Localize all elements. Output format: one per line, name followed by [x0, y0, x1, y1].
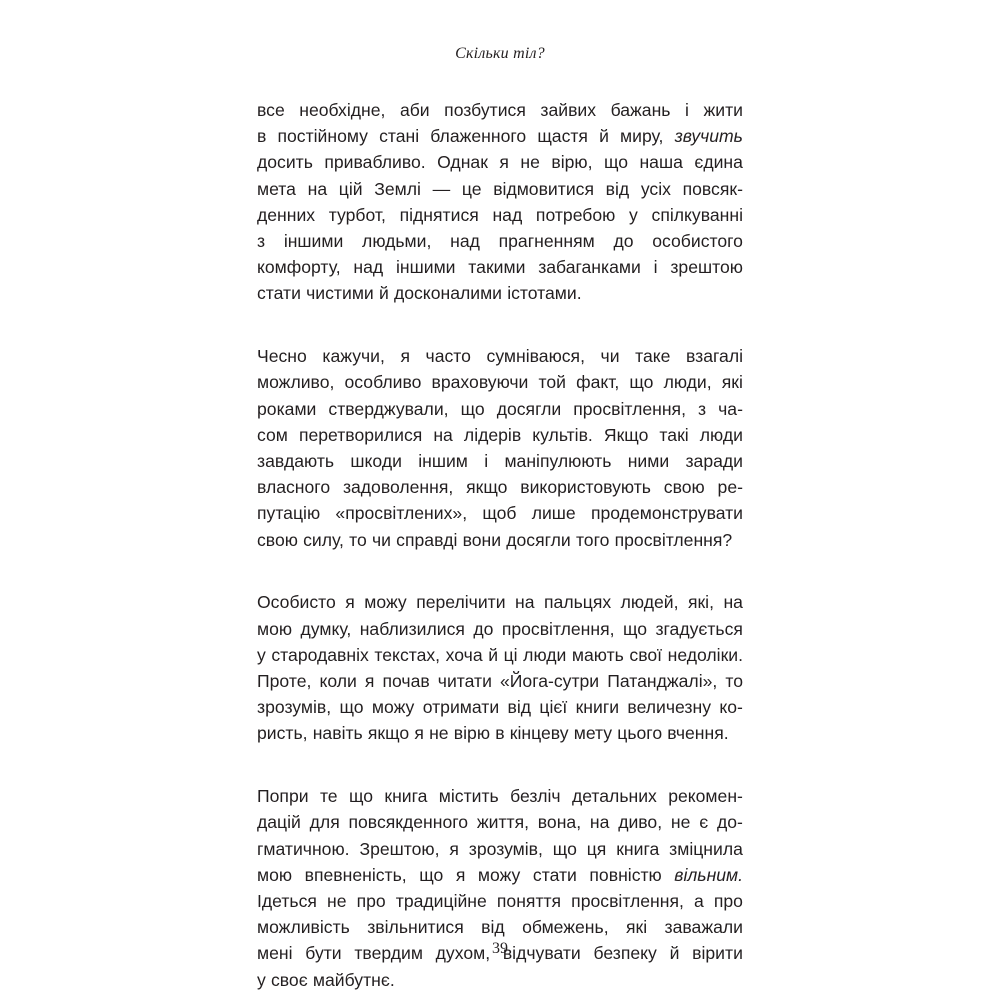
word: сом: [257, 424, 288, 445]
paragraph: [257, 97, 743, 307]
text-line: [257, 202, 743, 228]
word: наша: [639, 152, 683, 173]
word: таке: [635, 346, 671, 367]
word: рекомен-: [668, 786, 743, 807]
word: людей,: [620, 592, 679, 613]
word: заради: [685, 450, 743, 471]
word: такими: [468, 257, 526, 278]
word: комфорту,: [257, 257, 341, 278]
word: силу,: [303, 529, 344, 550]
word: книги: [575, 697, 620, 718]
word: а: [693, 890, 704, 911]
word: щоб: [482, 503, 517, 524]
word: й: [669, 943, 680, 964]
word: взагалі: [686, 346, 743, 367]
word: читати: [437, 670, 492, 691]
word: величезну: [627, 697, 712, 718]
word: мені: [257, 943, 293, 964]
word: можу: [364, 592, 407, 613]
word: сумніваюся,: [486, 346, 585, 367]
word: блаженного: [430, 126, 527, 147]
word: ці: [503, 644, 518, 665]
word: чи: [371, 529, 391, 550]
text-line: [257, 228, 743, 254]
word: отримати: [422, 697, 500, 718]
word: є: [699, 812, 709, 833]
text-line: [257, 836, 743, 862]
word: враховуючи: [431, 372, 529, 393]
text-line: [257, 668, 743, 694]
text-line: [257, 888, 743, 914]
word: майбутнє.: [312, 969, 395, 990]
word: особистого: [652, 230, 743, 251]
word: мою: [257, 864, 293, 885]
word: іншими: [396, 257, 456, 278]
word: що: [348, 786, 374, 807]
word: своє: [270, 969, 308, 990]
word: Ідеться: [257, 890, 317, 911]
text-line: [257, 809, 743, 835]
word: дацій: [257, 812, 301, 833]
word: повсяк-: [682, 178, 743, 199]
word: з: [698, 398, 707, 419]
word: денних: [257, 204, 316, 225]
word: можливість: [257, 917, 350, 938]
word: то: [349, 529, 367, 550]
text-line: [257, 642, 743, 668]
word: наблизилися: [359, 618, 465, 639]
word: ре-: [717, 477, 743, 498]
word: просвітлення?: [614, 529, 733, 550]
word: над: [353, 257, 384, 278]
word: для: [309, 812, 340, 833]
word: істотами.: [507, 283, 582, 304]
word: шкоди: [350, 450, 402, 471]
word: можливо,: [257, 372, 335, 393]
word: до-: [716, 812, 743, 833]
text-line: [257, 862, 743, 888]
word: й: [378, 283, 389, 304]
italic-word: звучить: [674, 126, 743, 147]
word: Попри: [257, 786, 309, 807]
word: впевненість,: [304, 864, 407, 885]
word: це: [461, 178, 482, 199]
word: продемонструвати: [590, 503, 743, 524]
word: від: [507, 697, 532, 718]
word: повсякденного: [348, 812, 469, 833]
word: путацію: [257, 503, 321, 524]
word: від: [605, 178, 630, 199]
word: можу: [371, 697, 415, 718]
word: про: [713, 890, 743, 911]
word: я: [455, 864, 466, 885]
word: —: [432, 178, 451, 199]
word: свої: [629, 644, 663, 665]
word: безліч: [510, 786, 561, 807]
word: у: [629, 204, 638, 225]
word: позбутися: [444, 100, 526, 120]
word: не: [670, 812, 691, 833]
word: на: [433, 424, 453, 445]
word: до: [473, 618, 494, 639]
word: Зрештою,: [359, 838, 440, 859]
word: досягли: [496, 398, 562, 419]
text-line: [257, 448, 743, 474]
word: пальцях: [544, 592, 612, 613]
word: я: [414, 723, 424, 744]
word: ча-: [718, 398, 743, 419]
word: від: [481, 917, 505, 938]
word: на: [515, 592, 535, 613]
word: досконалими: [393, 283, 502, 304]
word: жити: [703, 100, 743, 120]
word: що: [460, 398, 485, 419]
body-text: [257, 97, 743, 993]
text-line: [257, 914, 743, 940]
word: бути: [305, 943, 342, 964]
word: факт,: [576, 372, 620, 393]
word: що: [552, 838, 577, 859]
word: щастя: [537, 126, 588, 147]
word: людьми,: [362, 230, 432, 251]
word: що: [629, 372, 654, 393]
word: Патанджалі»,: [607, 670, 718, 691]
word: Чесно: [257, 346, 307, 367]
word: досягли: [506, 529, 571, 550]
word: свою: [257, 529, 298, 550]
word: зрозумів,: [468, 838, 543, 859]
word: кажучи,: [322, 346, 385, 367]
word: мою: [257, 618, 293, 639]
word: стародавніх: [271, 644, 369, 665]
word: книга: [384, 786, 428, 807]
word: турбот,: [328, 204, 386, 225]
text-line: [257, 97, 743, 123]
word: текстах,: [374, 644, 441, 665]
word: люди,: [663, 372, 712, 393]
word: вірю: [453, 723, 491, 744]
text-line: [257, 123, 743, 149]
word: люди: [699, 424, 743, 445]
word: чи: [600, 346, 620, 367]
word: я: [449, 838, 459, 859]
word: детальних: [571, 786, 657, 807]
word: зайвих: [540, 100, 597, 120]
word: задоволення,: [342, 477, 454, 498]
text-line: [257, 280, 743, 306]
word: досить: [257, 152, 313, 173]
word: твердим: [354, 943, 423, 964]
word: піднятися: [399, 204, 479, 225]
word: коли: [319, 670, 357, 691]
word: думку,: [300, 618, 352, 639]
word: вірити: [692, 943, 743, 964]
text-line: [257, 527, 743, 553]
word: обмежень,: [522, 917, 609, 938]
word: вчення.: [667, 723, 729, 744]
word: стати: [257, 283, 301, 304]
word: «Йога-сутри: [499, 670, 600, 691]
word: над: [450, 230, 480, 251]
word: чистими: [306, 283, 374, 304]
word: аби: [399, 100, 430, 120]
word: іншими: [283, 230, 344, 251]
text-line: [257, 149, 743, 175]
word: те: [319, 786, 338, 807]
word: Якщо: [603, 424, 649, 445]
word: і: [484, 450, 489, 471]
word: кінцеву: [509, 723, 569, 744]
paragraph: [257, 343, 743, 553]
italic-word: вільним.: [674, 864, 743, 885]
word: духом,: [435, 943, 491, 964]
word: й: [488, 644, 499, 665]
word: не: [520, 152, 540, 173]
text-line: [257, 616, 743, 642]
word: власного: [257, 477, 331, 498]
word: стати: [532, 864, 577, 885]
word: згадується: [655, 618, 743, 639]
word: я: [364, 670, 375, 691]
word: до: [613, 230, 634, 251]
word: такі: [659, 424, 689, 445]
word: я: [400, 346, 410, 367]
text-line: [257, 369, 743, 395]
word: я: [499, 152, 509, 173]
word: які,: [687, 592, 714, 613]
word: безпеку: [593, 943, 657, 964]
word: і: [653, 257, 658, 278]
text-line: [257, 422, 743, 448]
word: поняття: [496, 890, 562, 911]
word: просвітлення,: [571, 890, 684, 911]
word: Особисто: [257, 592, 336, 613]
word: на: [723, 592, 743, 613]
word: зміцнила: [669, 838, 743, 859]
word: завдають: [257, 450, 335, 471]
word: культів.: [532, 424, 593, 445]
word: потребою: [535, 204, 616, 225]
text-line: [257, 589, 743, 615]
word: містить: [438, 786, 499, 807]
word: стверджували,: [328, 398, 449, 419]
page-number: 39: [492, 940, 508, 957]
word: навіть: [312, 723, 363, 744]
word: справді: [396, 529, 458, 550]
word: особливо: [344, 372, 422, 393]
word: маніпулюють: [504, 450, 612, 471]
text-line: [257, 967, 743, 993]
word: що: [603, 152, 628, 173]
word: не: [326, 890, 347, 911]
word: мета: [257, 178, 296, 199]
word: бажань: [610, 100, 671, 120]
word: вони: [462, 529, 502, 550]
word: над: [492, 204, 523, 225]
word: життя,: [476, 812, 529, 833]
word: роками: [257, 398, 317, 419]
word: які: [721, 372, 743, 393]
word: мету: [573, 723, 613, 744]
word: у: [257, 969, 266, 990]
word: в: [495, 723, 505, 744]
word: у: [257, 644, 266, 665]
word: недоліки.: [667, 644, 743, 665]
paragraph: [257, 589, 743, 746]
word: спілкуванні: [651, 204, 743, 225]
word: той: [538, 372, 566, 393]
word: заважали: [664, 917, 743, 938]
word: гматичною.: [257, 838, 350, 859]
word: повністю: [589, 864, 662, 885]
word: звільнитися: [367, 917, 464, 938]
text-line: [257, 500, 743, 526]
text-line: [257, 474, 743, 500]
word: Землі: [374, 178, 421, 199]
word: просвітлення,: [573, 398, 686, 419]
word: використовують: [520, 477, 651, 498]
text-line: [257, 254, 743, 280]
text-line: [257, 396, 743, 422]
word: вірю,: [551, 152, 593, 173]
word: якщо: [466, 477, 508, 498]
word: цій: [338, 178, 363, 199]
text-line: [257, 694, 743, 720]
word: на: [307, 178, 328, 199]
text-line: [257, 343, 743, 369]
word: того: [575, 529, 610, 550]
word: я: [345, 592, 355, 613]
word: перелічити: [416, 592, 506, 613]
word: диво,: [618, 812, 663, 833]
word: перетворилися: [298, 424, 423, 445]
word: не: [429, 723, 449, 744]
word: усіх: [640, 178, 671, 199]
word: ристь,: [257, 723, 308, 744]
word: відмовитися: [493, 178, 594, 199]
word: «просвітлених»,: [335, 503, 468, 524]
word: хоча: [445, 644, 483, 665]
word: Однак: [437, 152, 488, 173]
word: цієї: [539, 697, 568, 718]
word: що: [419, 864, 444, 885]
word: єдина: [694, 152, 743, 173]
word: ними: [627, 450, 670, 471]
word: лише: [531, 503, 576, 524]
word: які: [625, 917, 648, 938]
word: відчувати: [502, 943, 581, 964]
word: мають: [571, 644, 624, 665]
word: необхідне,: [299, 100, 386, 120]
word: миру,: [620, 126, 664, 147]
word: й: [599, 126, 609, 147]
word: свою: [663, 477, 705, 498]
word: Проте,: [257, 670, 312, 691]
word: часто: [425, 346, 471, 367]
word: стані: [379, 126, 420, 147]
word: просвітлення,: [501, 618, 615, 639]
word: можу: [477, 864, 521, 885]
word: постійному: [277, 126, 368, 147]
word: зрештою: [670, 257, 743, 278]
text-line: [257, 720, 743, 746]
word: якщо: [367, 723, 410, 744]
word: традиційне: [395, 890, 487, 911]
word: на: [589, 812, 610, 833]
word: книга: [616, 838, 660, 859]
word: що: [622, 618, 648, 639]
word: люди: [523, 644, 567, 665]
word: з: [257, 230, 266, 251]
word: що: [339, 697, 364, 718]
word: лідерів: [463, 424, 522, 445]
word: зрозумів,: [257, 697, 332, 718]
word: ця: [586, 838, 607, 859]
word: забаганками: [538, 257, 641, 278]
word: в: [257, 126, 267, 147]
word: ко-: [719, 697, 743, 718]
word: почав: [382, 670, 430, 691]
word: все: [257, 100, 285, 120]
word: цього: [617, 723, 663, 744]
paragraph: [257, 783, 743, 993]
word: привабливо.: [324, 152, 426, 173]
word: то: [725, 670, 743, 691]
word: прагненням: [498, 230, 595, 251]
word: іншим: [418, 450, 468, 471]
word: і: [685, 100, 689, 120]
text-line: [257, 176, 743, 202]
text-line: [257, 783, 743, 809]
word: про: [356, 890, 386, 911]
word: вона,: [537, 812, 582, 833]
running-head: Скільки тіл?: [455, 45, 545, 62]
